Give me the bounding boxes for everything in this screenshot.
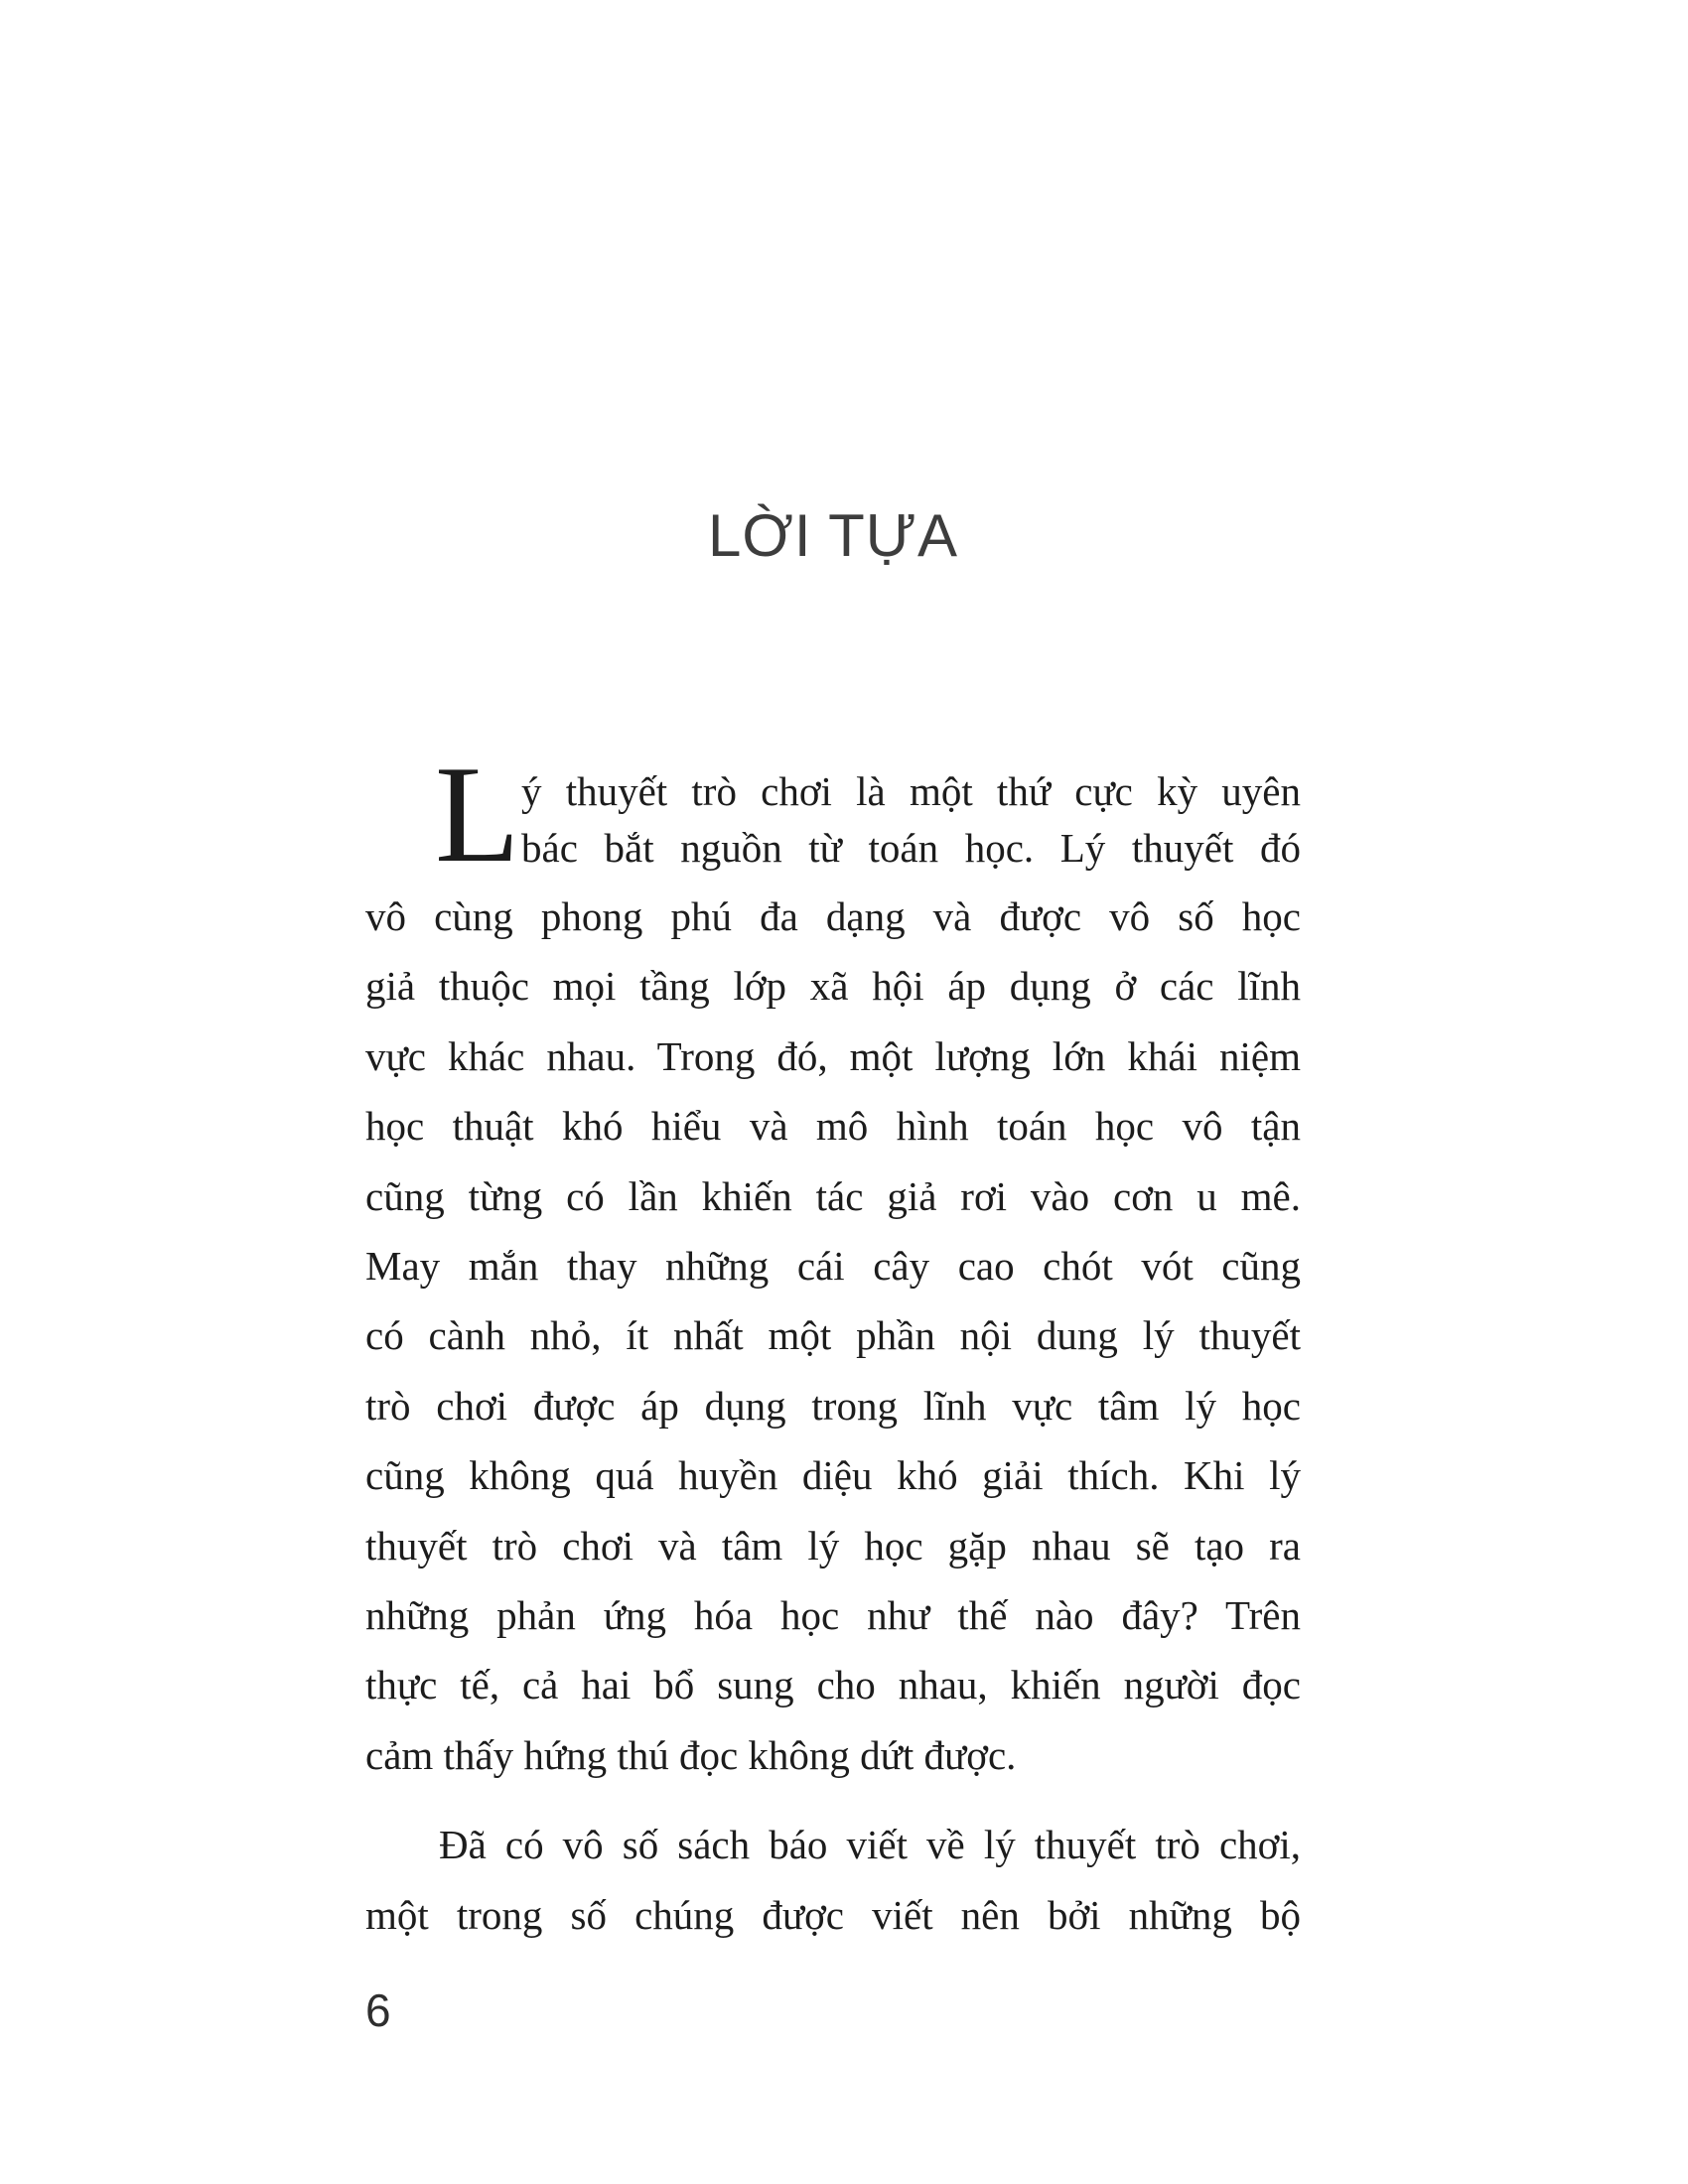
paragraph-1-body xyxy=(365,882,1301,1790)
text-line: cảm thấy hứng thú đọc không dứt được. xyxy=(365,1731,1017,1778)
text-line: thuyết trò chơi và tâm lý học gặp nhau sẽ tạo ra xyxy=(365,1522,1301,1569)
text-line: ý thuyết trò chơi là một thứ cực kỳ uyên xyxy=(521,768,1301,814)
text-line: cũng không quá huyền diệu khó giải thích. Khi lý xyxy=(365,1452,1301,1499)
text-line: bác bắt nguồn từ toán học. Lý thuyết đó xyxy=(521,825,1301,871)
page-number: 6 xyxy=(365,1984,391,2036)
text-line: một trong số chúng được viết nên bởi những bộ xyxy=(365,1891,1301,1938)
text-line: thực tế, cả hai bổ sung cho nhau, khiến người đọc xyxy=(365,1662,1301,1708)
text-line: cũng từng có lần khiến tác giả rơi vào cơn u mê. xyxy=(365,1172,1301,1219)
preface-text xyxy=(365,738,1301,1950)
text-line: những phản ứng hóa học như thế nào đây? Trên xyxy=(365,1592,1301,1639)
drop-cap: L xyxy=(435,738,520,891)
text-line: Đã có vô số sách báo viết về lý thuyết trò chơi, xyxy=(439,1822,1301,1868)
text-line: trò chơi được áp dụng trong lĩnh vực tâm lý học xyxy=(365,1382,1301,1429)
text-line: May mắn thay những cái cây cao chót vót cũng xyxy=(365,1243,1301,1290)
paragraph-2 xyxy=(365,1810,1301,1950)
text-line: có cành nhỏ, ít nhất một phần nội dung lý thuyết xyxy=(365,1312,1301,1359)
text-line: vực khác nhau. Trong đó, một lượng lớn khái niệm xyxy=(365,1032,1301,1079)
text-line: giả thuộc mọi tầng lớp xã hội áp dụng ở các lĩnh xyxy=(365,963,1301,1010)
text-line: vô cùng phong phú đa dạng và được vô số học xyxy=(365,893,1301,939)
page-title: LỜI TỰA xyxy=(708,502,958,569)
text-line: học thuật khó hiểu và mô hình toán học vô tận xyxy=(365,1103,1301,1150)
